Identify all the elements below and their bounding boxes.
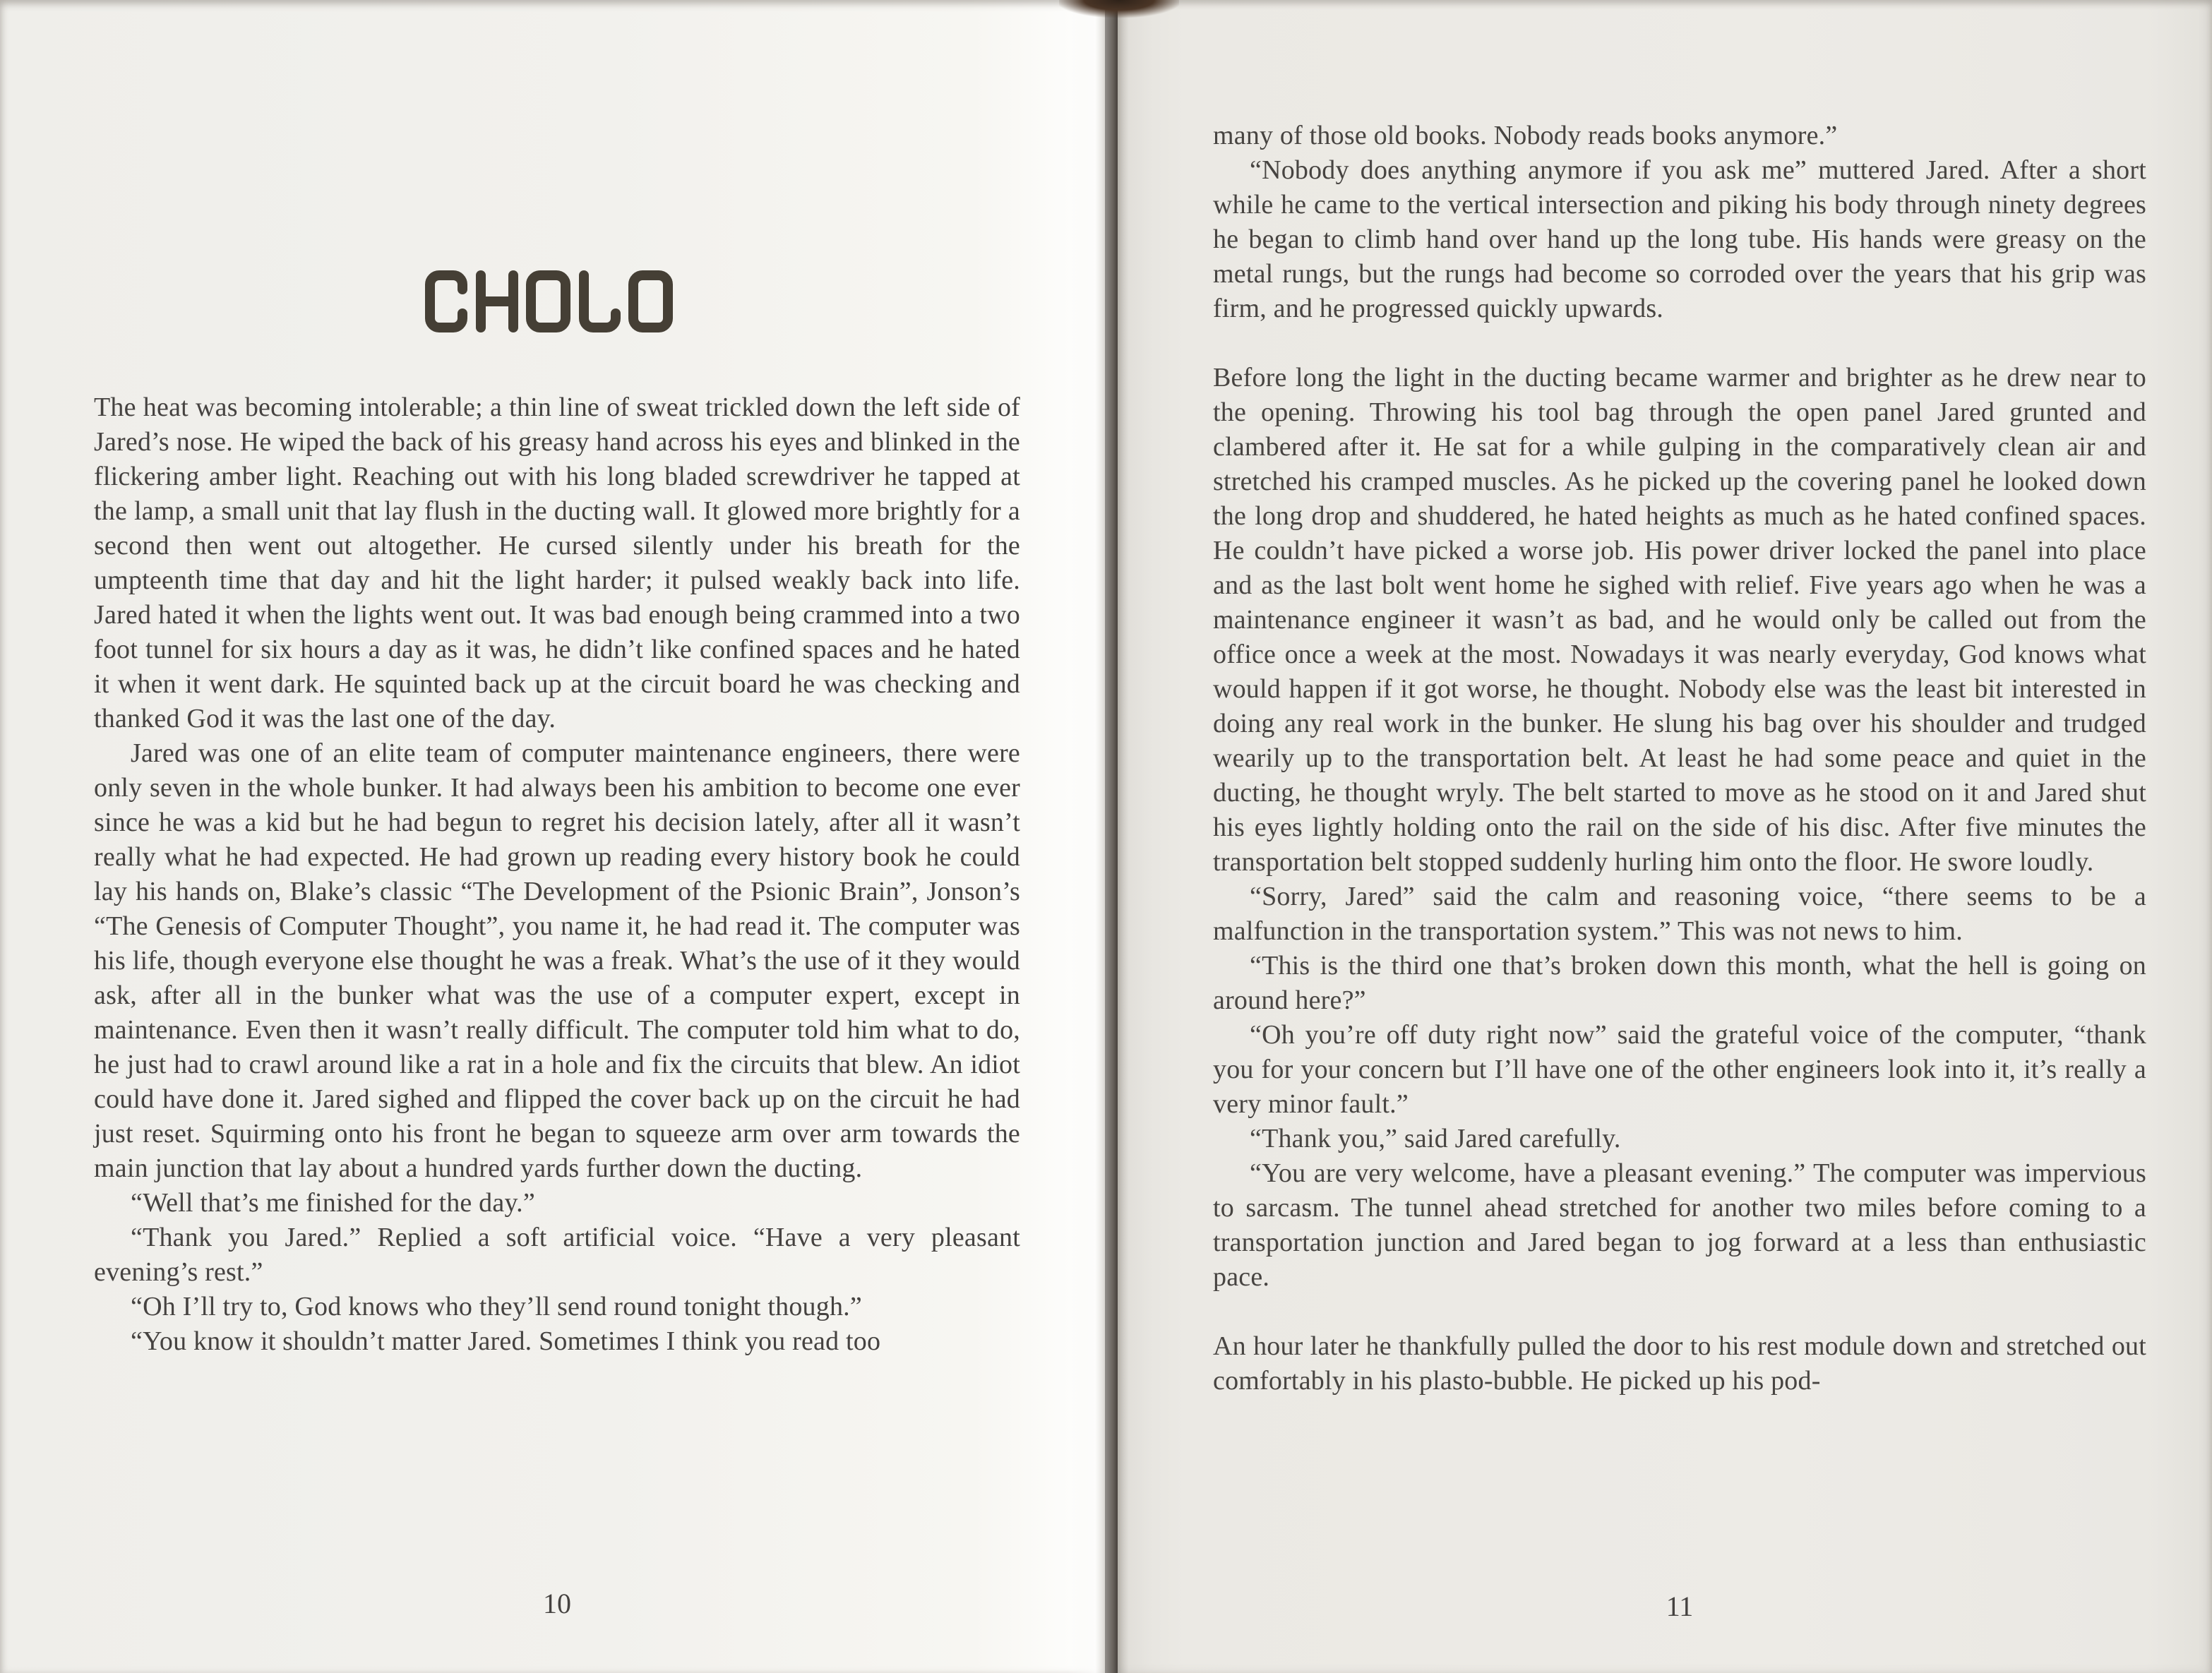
paragraph: “Oh you’re off duty right now” said the grateful voice of the computer, “thank you for your concern but I’ll have one of the other engineers look into it, it’s really a very minor fault.” (1213, 1020, 2146, 1119)
paragraph: “Nobody does anything anymore if you ask me” muttered Jared. After a short while he came to the vertical intersection and piking his body through ninety degrees he began to climb hand over hand up the long tube. His hands were greasy on the metal rungs, but the rungs had become so corroded over the years that his grip was firm, and he progressed quickly upwards. (1213, 155, 2146, 323)
page-left (0, 0, 1105, 1673)
paragraph: “Oh I’ll try to, God knows who they’ll send round tonight though.” (131, 1292, 862, 1321)
chapter-title-logo (422, 268, 693, 335)
paragraph: “You know it shouldn’t matter Jared. Sometimes I think you read too (131, 1326, 881, 1356)
paragraph: “Thank you Jared.” Replied a soft artificial voice. “Have a very pleasant evening’s rest.” (94, 1223, 1020, 1287)
paragraph: many of those old books. Nobody reads books anymore.” (1213, 121, 1838, 150)
paragraph: Before long the light in the ducting became warmer and brighter as he drew near to the opening. Throwing his tool bag through the open panel Jared grunted and clambered after it. He sat for a while gulping in the comparatively clean air and stretched his cramped muscles. As he picked up the covering panel he looked down the long drop and shuddered, he hated heights as much as he hated confined spaces. He couldn’t have picked a worse job. His power driver locked the panel into place and as the last bolt went home he sighed with relief. Five years ago when he was a maintenance engineer it wasn’t as bad, and he would only be called out from the office once a week at the most. Nowadays it was nearly everyday, God knows what would happen if it got worse, he thought. Nobody else was the least bit interested in doing any real work in the bunker. He slung his bag over his shoulder and trudged wearily up to the transportation belt. At least he had some peace and quiet in the ducting, he thought wryly. The belt started to move as he stood on it and Jared shut his eyes lightly holding onto the rail on the side of his disc. After five minutes the transportation belt stopped suddenly hurling him onto the floor. He swore loudly. (1213, 363, 2146, 877)
chapter-title (94, 263, 1020, 340)
paragraph: An hour later he thankfully pulled the door to his rest module down and stretched out comfortably in his plasto-bubble. He picked up his pod- (1213, 1331, 2146, 1396)
paragraph: “Thank you,” said Jared carefully. (1250, 1124, 1621, 1153)
page-number-left: 10 (543, 1588, 571, 1619)
paragraph: Jared was one of an elite team of computer maintenance engineers, there were only seven in the whole bunker. It had always been his ambition to become one ever since he was a kid but he had begun to regret his decision lately, after all it wasn’t really what he had expected. He had grown up reading every history book he could lay his hands on, Blake’s classic “The Development of the Psionic Brain”, Jonson’s “The Genesis of Computer Thought”, you name it, he had read it. The computer was his life, though everyone else thought he was a freak. What’s the use of it they would ask, after all in the bunker what was the use of a computer expert, except in maintenance. Even then it wasn’t really difficult. The computer told him what to do, he just had to crawl around like a rat in a hole and fix the circuits that blew. An idiot could have done it. Jared sighed and flipped the cover back up on the circuit he had just reset. Squirming onto his front he began to squeeze arm over arm towards the main junction that lay about a hundred yards further down the ducting. (94, 738, 1020, 1183)
paragraph: “This is the third one that’s broken down this month, what the hell is going on around here?” (1213, 951, 2146, 1015)
paragraph: The heat was becoming intolerable; a thin line of sweat trickled down the left side of Jared’s nose. He wiped the back of his greasy hand across his eyes and blinked in the flickering amber light. Reaching out with his long bladed screwdriver he tapped at the lamp, a small unit that lay flush in the ducting wall. It glowed more brightly for a second then went out altogether. He cursed silently under his breath for the umpteenth time that day and hit the light harder; it pulsed weakly back into life. Jared hated it when the lights went out. It was bad enough being crammed into a two foot tunnel for six hours a day as it was, he didn’t like confined spaces and he hated it when it went dark. He squinted back up at the circuit board he was checking and thanked God it was the last one of the day. (94, 392, 1020, 733)
paragraph: “Sorry, Jared” said the calm and reasoning voice, “there seems to be a malfunction in the transportation system.” This was not news to him. (1213, 882, 2146, 946)
paragraph: “You are very welcome, have a pleasant evening.” The computer was impervious to sarcasm. The tunnel ahead stretched for another two miles before coming to a transportation junction and Jared began to jog forward at a less than enthusiastic pace. (1213, 1158, 2146, 1292)
left-text-column (94, 390, 1020, 1359)
page-number-right: 11 (1666, 1590, 1694, 1622)
right-text-column (1213, 119, 2146, 1398)
paragraph: “Well that’s me finished for the day.” (131, 1188, 535, 1218)
